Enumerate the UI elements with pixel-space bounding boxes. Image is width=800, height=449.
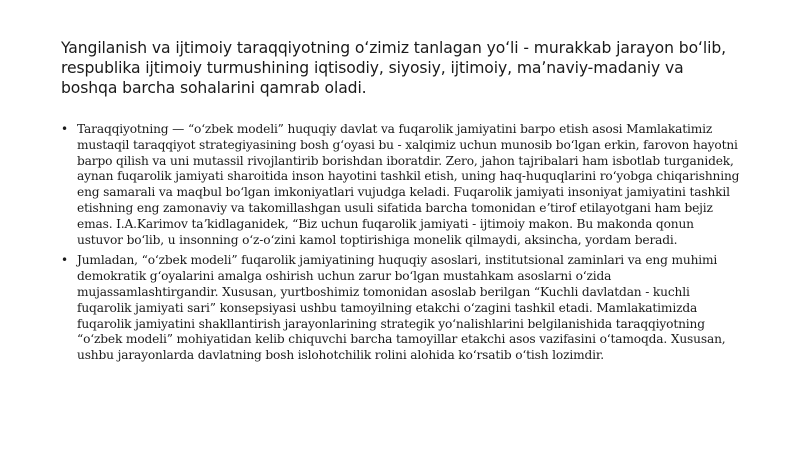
slide-title: Yangilanish va ijtimoiy taraqqiyotning oʻzimiz tanlagan yoʻli - murakkab jarayon boʻlib, respublika ijtimoiy turmushining iqtisodiy, siyosiy, ijtimoiy, maʼnaviy-madaniy va boshqa barcha sohalarini qamrab oladi. [61,39,726,97]
bullet-dot-icon: • [61,122,68,136]
bullet-list [61,122,741,369]
bullet-dot-icon: • [61,253,68,268]
bullet-item [61,122,741,248]
bullet-text: Taraqqiyotning — “oʻzbek modeli” huquqiy davlat va fuqarolik jamiyatini barpo etish asosi Mamlakatimiz mustaqil taraqqiyot strategiyasining bosh gʻoyasi bu - xalqimiz uchun munosib boʻlgan erkin, farovon hayotni barpo qilish va uni mutassil rivojlantirib borishdan iboratdir. Zero, jahon tajribalari ham isbotlab turganidek, aynan fuqarolik jamiyati sharoitida inson hayotini tashkil etish, uning haq-huquqlarini roʻyobga chiqarishning eng samarali va maqbul boʻlgan imkoniyatlari vujudga keladi. Fuqarolik jamiyati insoniyat jamiyatini tashkil etishning eng zamonaviy va takomillashgan usuli sifatida barcha tomonidan eʼtirof etilayotgani ham bejiz emas. I.A.Karimov taʼkidlaganidek, “Biz uchun fuqarolik jamiyati - ijtimoiy makon. Bu makonda qonun ustuvor boʻlib, u insonning oʻz-oʻzini kamol toptirishiga monelik qilmaydi, aksincha, yordam beradi. [77,122,740,247]
bullet-item [61,253,741,364]
bullet-text: Jumladan, “oʻzbek modeli” fuqarolik jamiyatining huquqiy asoslari, institutsional zaminlari va eng muhimi demokratik gʻoyalarini amalga oshirish uchun zarur boʻlgan mustahkam asoslarni oʻzida mujassamlashtirgandir. Xususan, yurtboshimiz tomonidan asoslab berilgan “Kuchli davlatdan - kuchli fuqarolik jamiyati sari” konsepsiyasi ushbu tamoyilning etakchi oʻzagini tashkil etadi. Mamlakatimizda fuqarolik jamiyatini shakllantirish jarayonlarining strategik yoʻnalishlarini belgilanishida taraqqiyotning “oʻzbek modeli” mohiyatidan kelib chiquvchi barcha tamoyillar etakchi asos vazifasini oʻtamoqda. Xususan, ushbu jarayonlarda davlatning bosh islohotchilik rolini alohida koʻrsatib oʻtish lozimdir. [77,253,726,363]
